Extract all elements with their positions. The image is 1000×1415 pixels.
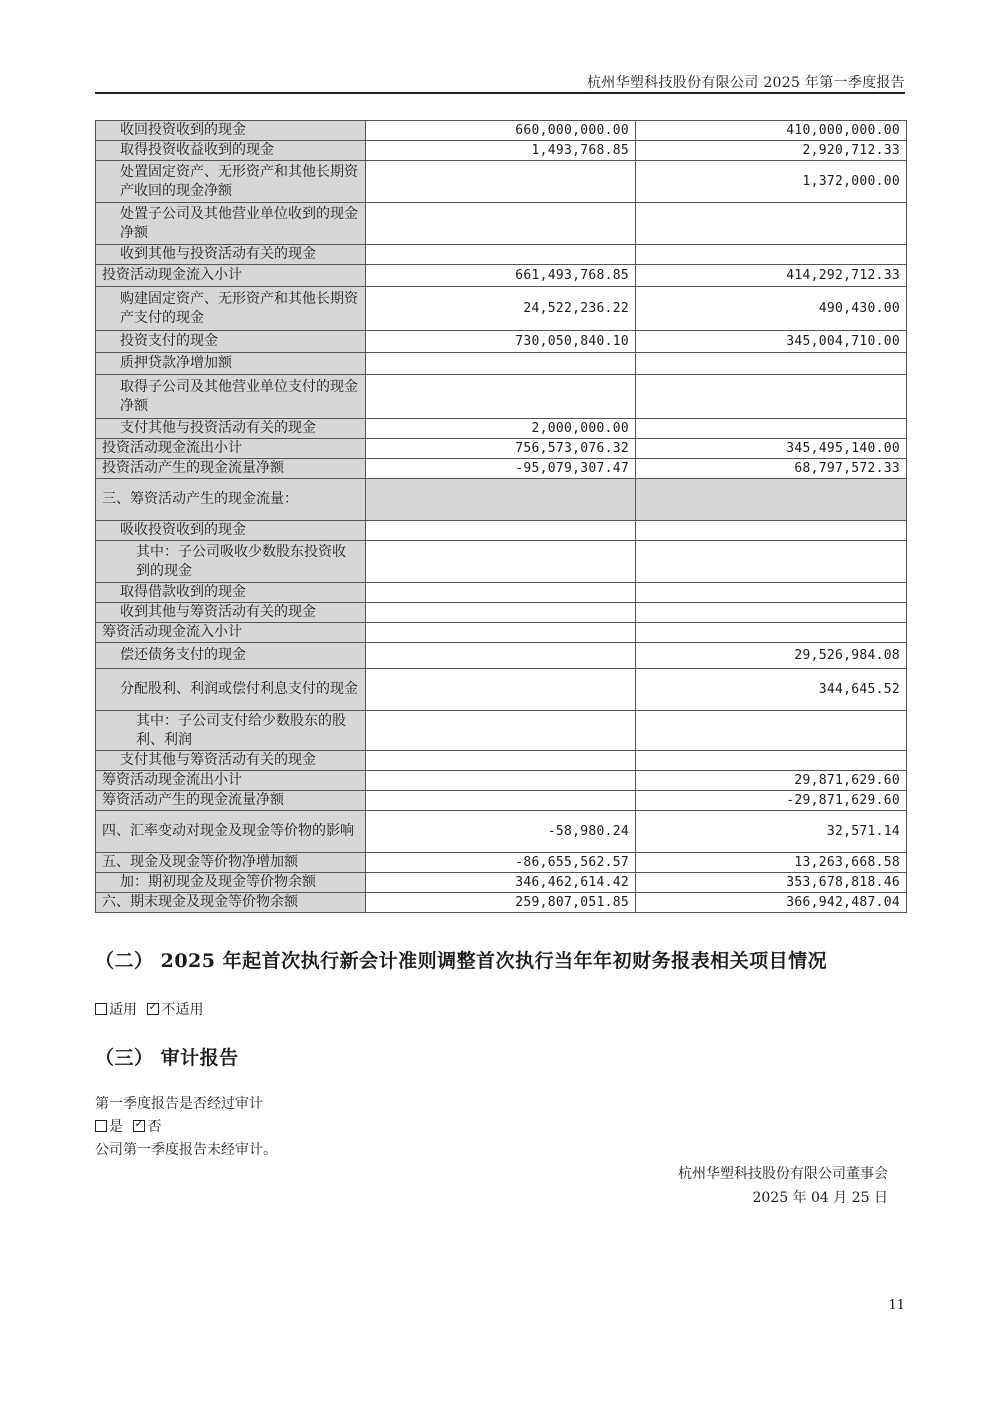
row-label: 收到其他与筹资活动有关的现金: [96, 603, 366, 623]
row-value-current: 661,493,768.85: [366, 265, 636, 287]
table-row: [96, 161, 907, 203]
audit-statement: 公司第一季度报告未经审计。: [95, 1142, 277, 1158]
row-value-prior: [636, 603, 907, 623]
row-value-current: [366, 161, 636, 203]
row-value-current: 1,493,768.85: [366, 141, 636, 161]
row-value-prior: [636, 751, 907, 771]
row-label: 取得子公司及其他营业单位支付的现金净额: [96, 375, 366, 419]
row-label: 支付其他与筹资活动有关的现金: [96, 751, 366, 771]
option-yes: 是: [109, 1119, 123, 1135]
row-value-current: 2,000,000.00: [366, 419, 636, 439]
row-value-current: -95,079,307.47: [366, 459, 636, 479]
row-value-current: [366, 771, 636, 791]
row-label: 取得借款收到的现金: [96, 583, 366, 603]
row-value-prior: 13,263,668.58: [636, 853, 907, 873]
table-row: [96, 121, 907, 141]
row-label: 购建固定资产、无形资产和其他长期资产支付的现金: [96, 287, 366, 331]
row-value-current: 660,000,000.00: [366, 121, 636, 141]
applicability-options: [95, 999, 203, 1019]
table-row: [96, 643, 907, 669]
row-value-current: [366, 353, 636, 375]
row-value-prior: [636, 521, 907, 541]
option-not-applicable: 不适用: [161, 1002, 204, 1018]
row-value-prior: 345,495,140.00: [636, 439, 907, 459]
row-value-prior: 1,372,000.00: [636, 161, 907, 203]
table-row: [96, 203, 907, 245]
signature-date: 2025 年 04 月 25 日: [752, 1190, 888, 1206]
row-label: 吸收投资收到的现金: [96, 521, 366, 541]
row-value-current: -86,655,562.57: [366, 853, 636, 873]
row-value-prior: [636, 203, 907, 245]
row-label: 六、期末现金及现金等价物余额: [96, 893, 366, 913]
row-label: 加：期初现金及现金等价物余额: [96, 873, 366, 893]
table-row: [96, 245, 907, 265]
checkbox-unchecked-icon[interactable]: [95, 1003, 107, 1015]
section-label: 三、筹资活动产生的现金流量：: [96, 479, 366, 521]
row-value-prior: 2,920,712.33: [636, 141, 907, 161]
row-value-prior: 366,942,487.04: [636, 893, 907, 913]
page-header: [95, 64, 905, 94]
row-value-prior: 32,571.14: [636, 811, 907, 853]
row-value-current: 24,522,236.22: [366, 287, 636, 331]
row-value-prior: [636, 375, 907, 419]
table-row: [96, 853, 907, 873]
table-row: [96, 459, 907, 479]
row-value-prior: 414,292,712.33: [636, 265, 907, 287]
checkbox-checked-icon[interactable]: [147, 1003, 159, 1015]
row-value-prior: 345,004,710.00: [636, 331, 907, 353]
row-label: 偿还债务支付的现金: [96, 643, 366, 669]
row-value-current: [366, 583, 636, 603]
row-value-current: [366, 623, 636, 643]
row-label: 其中：子公司支付给少数股东的股利、利润: [96, 711, 366, 751]
row-value-current: [366, 643, 636, 669]
section-2-heading: （二） 2025 年起首次执行新会计准则调整首次执行当年年初财务报表相关项目情况: [95, 950, 828, 972]
row-label: 筹资活动现金流出小计: [96, 771, 366, 791]
row-label: 筹资活动现金流入小计: [96, 623, 366, 643]
table-row: [96, 521, 907, 541]
row-label: 质押贷款净增加额: [96, 353, 366, 375]
row-value-current: [366, 603, 636, 623]
row-value-prior: 68,797,572.33: [636, 459, 907, 479]
table-row: [96, 811, 907, 853]
row-value-current: 259,807,051.85: [366, 893, 636, 913]
row-value-current: [366, 751, 636, 771]
audit-options: [95, 1116, 161, 1136]
row-value-current: [366, 541, 636, 583]
table-row: [96, 603, 907, 623]
row-label: 投资活动现金流入小计: [96, 265, 366, 287]
row-label: 投资活动现金流出小计: [96, 439, 366, 459]
row-value-current: [366, 791, 636, 811]
section-3-heading: （三） 审计报告: [95, 1047, 239, 1069]
row-label: 处置固定资产、无形资产和其他长期资产收回的现金净额: [96, 161, 366, 203]
row-value-current: 730,050,840.10: [366, 331, 636, 353]
header-title: 杭州华塑科技股份有限公司 2025 年第一季度报告: [586, 75, 905, 91]
table-section-row: [96, 479, 907, 521]
row-label: 分配股利、利润或偿付利息支付的现金: [96, 669, 366, 711]
table-row: [96, 873, 907, 893]
row-value-current: 346,462,614.42: [366, 873, 636, 893]
table-row: [96, 439, 907, 459]
row-label: 五、现金及现金等价物净增加额: [96, 853, 366, 873]
table-row: [96, 751, 907, 771]
table-row: [96, 541, 907, 583]
table-row: [96, 583, 907, 603]
row-label: 投资支付的现金: [96, 331, 366, 353]
row-value-current: [366, 479, 636, 521]
table-row: [96, 353, 907, 375]
row-value-current: -58,980.24: [366, 811, 636, 853]
signature-company: 杭州华塑科技股份有限公司董事会: [678, 1166, 888, 1182]
row-value-current: [366, 245, 636, 265]
row-value-prior: [636, 353, 907, 375]
row-value-prior: [636, 583, 907, 603]
table-row: [96, 623, 907, 643]
page-number: 11: [888, 1298, 905, 1313]
row-label: 处置子公司及其他营业单位收到的现金净额: [96, 203, 366, 245]
row-label: 收回投资收到的现金: [96, 121, 366, 141]
row-label: 其中：子公司吸收少数股东投资收到的现金: [96, 541, 366, 583]
row-value-prior: 344,645.52: [636, 669, 907, 711]
checkbox-unchecked-icon[interactable]: [95, 1120, 107, 1132]
table-row: [96, 419, 907, 439]
table-row: [96, 331, 907, 353]
audit-question: 第一季度报告是否经过审计: [95, 1096, 263, 1112]
option-no: 否: [147, 1119, 162, 1135]
row-value-current: [366, 521, 636, 541]
row-label: 筹资活动产生的现金流量净额: [96, 791, 366, 811]
table-row: [96, 893, 907, 913]
row-value-prior: -29,871,629.60: [636, 791, 907, 811]
table-row: [96, 771, 907, 791]
row-value-current: [366, 711, 636, 751]
checkbox-checked-icon[interactable]: [133, 1120, 145, 1132]
row-value-prior: [636, 541, 907, 583]
row-value-prior: 490,430.00: [636, 287, 907, 331]
row-value-current: [366, 203, 636, 245]
row-label: 四、汇率变动对现金及现金等价物的影响: [96, 811, 366, 853]
row-value-current: [366, 375, 636, 419]
table-row: [96, 669, 907, 711]
table-row: [96, 791, 907, 811]
row-value-prior: [636, 245, 907, 265]
table-row: [96, 141, 907, 161]
table-row: [96, 265, 907, 287]
row-value-current: [366, 669, 636, 711]
row-value-prior: [636, 479, 907, 521]
row-value-current: 756,573,076.32: [366, 439, 636, 459]
row-value-prior: [636, 711, 907, 751]
option-applicable: 适用: [109, 1002, 137, 1018]
table-row: [96, 287, 907, 331]
row-value-prior: 29,526,984.08: [636, 643, 907, 669]
row-value-prior: 353,678,818.46: [636, 873, 907, 893]
table-row: [96, 375, 907, 419]
row-value-prior: [636, 419, 907, 439]
row-value-prior: 410,000,000.00: [636, 121, 907, 141]
row-label: 投资活动产生的现金流量净额: [96, 459, 366, 479]
row-label: 取得投资收益收到的现金: [96, 141, 366, 161]
cash-flow-table: [95, 120, 907, 913]
row-value-prior: [636, 623, 907, 643]
table-row: [96, 711, 907, 751]
row-label: 支付其他与投资活动有关的现金: [96, 419, 366, 439]
row-value-prior: 29,871,629.60: [636, 771, 907, 791]
row-label: 收到其他与投资活动有关的现金: [96, 245, 366, 265]
